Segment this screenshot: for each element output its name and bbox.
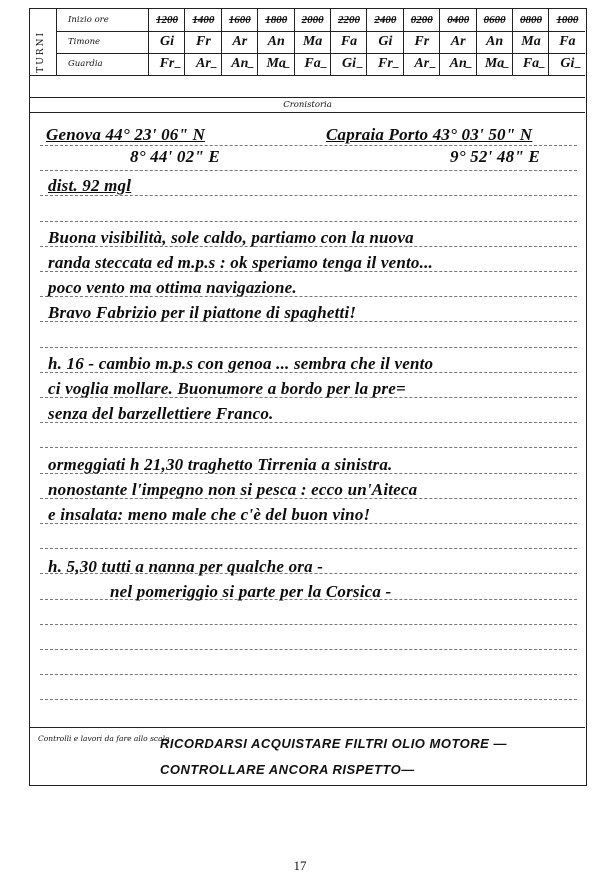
- shift-timone: Gi: [160, 34, 174, 49]
- shift-timone: Ma: [521, 34, 541, 49]
- handwritten-line: randa steccata ed m.p.s : ok speriamo tenga il vento...: [48, 253, 433, 272]
- shift-column: [476, 9, 512, 75]
- shift-start-time: 0600: [483, 14, 506, 26]
- shift-column: [439, 9, 475, 75]
- shift-column: [512, 9, 548, 75]
- turni-label: TURNI: [36, 31, 46, 73]
- turni-column: [30, 9, 57, 75]
- shift-start-time: 1600: [228, 14, 251, 26]
- handwritten-line: poco vento ma ottima navigazione.: [48, 278, 297, 297]
- shift-row-labels: [56, 9, 149, 75]
- shift-start-time: 0400: [447, 14, 470, 26]
- row-label-inizio-ore: Inizio ore: [68, 15, 109, 25]
- ruled-line: [40, 699, 577, 700]
- shift-column: [184, 9, 220, 75]
- controlli-label: Controlli e lavori da fare allo scalo: [38, 734, 170, 743]
- ruled-line: [40, 548, 577, 549]
- handwritten-line: 8° 44' 02" E: [130, 147, 220, 166]
- shift-timone: Ar: [232, 34, 248, 49]
- shift-guardia: Ma: [258, 53, 294, 75]
- shift-guardia: An: [440, 53, 476, 75]
- shift-guardia: Ar: [185, 53, 221, 75]
- page-number: 17: [293, 858, 307, 873]
- shift-start-time: 0200: [410, 14, 433, 26]
- shift-column: [257, 9, 293, 75]
- controlli-line: CONTROLLARE ANCORA RISPETTO—: [160, 762, 415, 777]
- shift-column: [294, 9, 330, 75]
- shift-guardia: Fa: [295, 53, 331, 75]
- shift-timone: Gi: [378, 34, 393, 49]
- ruled-line: [40, 447, 577, 448]
- handwritten-line: h. 16 - cambio m.p.s con genoa ... sembra che il vento: [48, 354, 434, 373]
- ruled-line: [40, 649, 577, 650]
- handwritten-line: nonostante l'impegno non si pesca : ecco un'Aiteca: [48, 480, 418, 499]
- row-label-timone: Timone: [68, 37, 101, 47]
- shift-timone: Ar: [450, 34, 466, 49]
- shift-column: [221, 9, 257, 75]
- shift-guardia: Fr: [149, 53, 185, 75]
- handwritten-line: 9° 52' 48" E: [450, 147, 540, 166]
- ruled-line: [40, 624, 577, 625]
- shift-timone: Fr: [414, 34, 430, 49]
- controlli-section: [30, 727, 585, 785]
- handwritten-line: Capraia Porto 43° 03' 50" N: [326, 125, 533, 144]
- ruled-line: [40, 221, 577, 222]
- shift-column: [403, 9, 439, 75]
- shift-start-time: 1800: [265, 14, 288, 26]
- shift-start-time: 2400: [374, 14, 397, 26]
- ruled-line: [40, 170, 577, 171]
- cronistoria-heading: Cronistoria: [30, 97, 585, 113]
- handwritten-line: ormeggiati h 21,30 traghetto Tirrenia a sinistra.: [48, 455, 393, 474]
- shift-start-time: 1400: [192, 14, 215, 26]
- shift-start-time: 0800: [520, 14, 542, 26]
- shift-column: [148, 9, 184, 75]
- shift-start-time: 2200: [338, 14, 360, 26]
- handwritten-line: nel pomeriggio si parte per la Corsica -: [110, 582, 392, 601]
- shift-start-time: 2000: [301, 14, 324, 26]
- shift-timone: Fa: [559, 34, 576, 49]
- shift-guardia: Fa: [513, 53, 549, 75]
- shift-timone: Ma: [302, 34, 323, 49]
- shift-column: [366, 9, 402, 75]
- shift-timone: An: [267, 34, 285, 49]
- shift-guardia: Ma: [477, 53, 513, 75]
- handwritten-line: ci voglia mollare. Buonumore a bordo per la pre=: [48, 379, 406, 398]
- logbook-page: [29, 8, 587, 786]
- shift-timone: Fr: [195, 34, 211, 49]
- ruled-line: [40, 145, 577, 146]
- handwritten-line: Bravo Fabrizio per il piattone di spaghetti!: [48, 303, 357, 322]
- ruled-line: [40, 347, 577, 348]
- shift-start-time: 1000: [556, 14, 579, 26]
- shift-start-time: 1200: [156, 14, 178, 26]
- handwritten-line: Genova 44° 23' 06" N: [46, 125, 206, 144]
- shift-column: [548, 9, 584, 75]
- shift-guardia: Ar: [404, 53, 440, 75]
- shifts-table: [30, 9, 585, 76]
- shift-timone: Fa: [340, 34, 358, 49]
- shift-guardia: Gi: [331, 53, 367, 75]
- controlli-line: RICORDARSI ACQUISTARE FILTRI OLIO MOTORE —: [160, 736, 507, 751]
- handwritten-line: e insalata: meno male che c'è del buon vino!: [48, 505, 371, 524]
- shift-column: [330, 9, 366, 75]
- row-label-guardia: Guardia: [68, 59, 103, 69]
- shift-guardia: Gi: [549, 53, 585, 75]
- handwritten-line: dist. 92 mgl: [48, 176, 132, 195]
- shift-timone: An: [486, 34, 504, 49]
- handwritten-line: Buona visibilità, sole caldo, partiamo con la nuova: [48, 228, 414, 247]
- shift-guardia: An: [222, 53, 258, 75]
- handwritten-line: h. 5,30 tutti a nanna per qualche ora -: [48, 557, 324, 576]
- ruled-line: [40, 674, 577, 675]
- handwritten-line: senza del barzellettiere Franco.: [48, 404, 274, 423]
- shift-guardia: Fr: [367, 53, 403, 75]
